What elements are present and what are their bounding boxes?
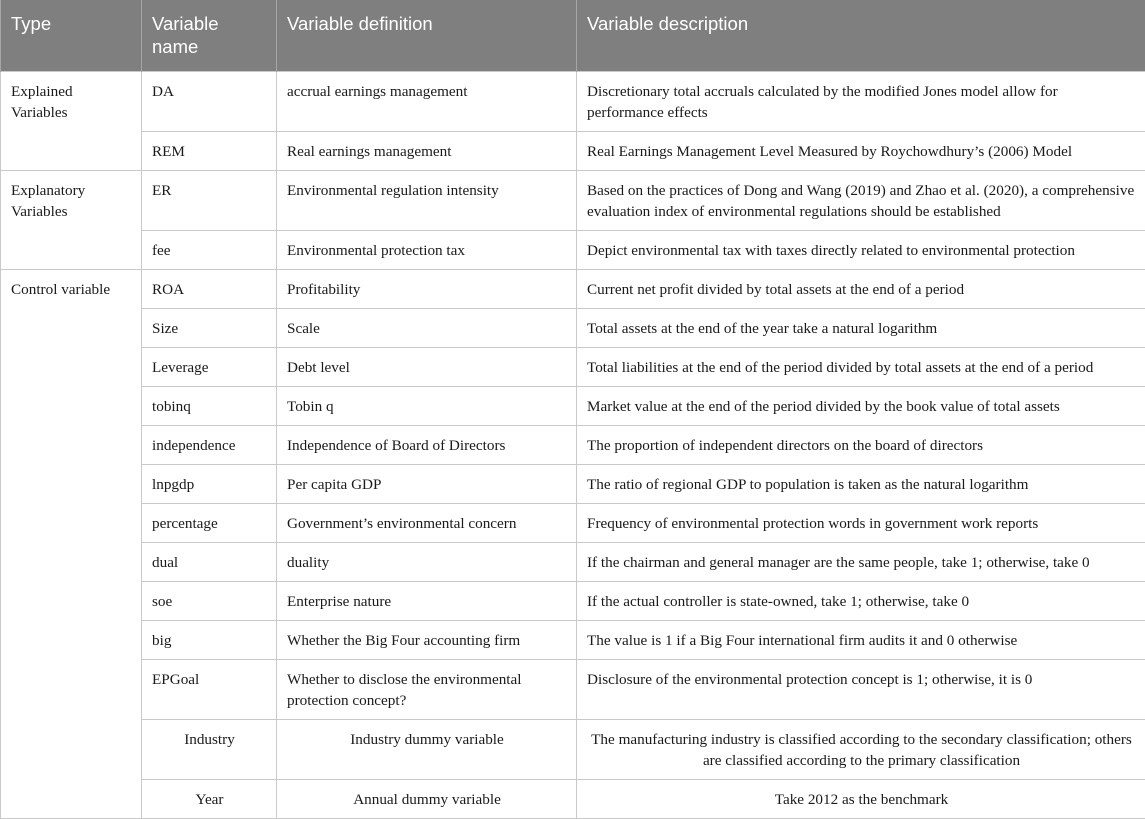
variable-name-cell: Industry [142, 719, 277, 779]
variable-description-cell: Real Earnings Management Level Measured by Roychowdhury’s (2006) Model [577, 131, 1145, 170]
variable-description-cell: Total assets at the end of the year take a natural logarithm [577, 308, 1145, 347]
variable-name-cell: DA [142, 71, 277, 131]
variable-name-cell: percentage [142, 503, 277, 542]
table-header [1, 0, 1145, 71]
table-row [1, 386, 1145, 425]
header-variable-description: Variable description [577, 0, 1145, 71]
variable-definition-cell: Environmental protection tax [277, 230, 577, 269]
variable-description-cell: Discretionary total accruals calculated by the modified Jones model allow for performance effects [577, 71, 1145, 131]
table-row [1, 503, 1145, 542]
variable-description-cell: If the actual controller is state-owned, take 1; otherwise, take 0 [577, 581, 1145, 620]
table-row [1, 425, 1145, 464]
variable-definition-cell: duality [277, 542, 577, 581]
table-row [1, 779, 1145, 818]
variable-name-cell: tobinq [142, 386, 277, 425]
variable-definition-cell: accrual earnings management [277, 71, 577, 131]
table-row [1, 719, 1145, 779]
variable-description-cell: Depict environmental tax with taxes directly related to environmental protection [577, 230, 1145, 269]
group-label-control: Control variable [1, 269, 142, 818]
variable-name-cell: ER [142, 170, 277, 230]
variable-definition-cell: Environmental regulation intensity [277, 170, 577, 230]
group-label-explanatory: Explanatory Variables [1, 170, 142, 269]
variable-definition-cell: Independence of Board of Directors [277, 425, 577, 464]
table-row [1, 620, 1145, 659]
variable-name-cell: REM [142, 131, 277, 170]
variable-definition-cell: Enterprise nature [277, 581, 577, 620]
variable-description-cell: The manufacturing industry is classified according to the secondary classification; others are classified according to the primary classification [577, 719, 1145, 779]
table-row [1, 230, 1145, 269]
variable-description-cell: The proportion of independent directors on the board of directors [577, 425, 1145, 464]
variable-definition-cell: Industry dummy variable [277, 719, 577, 779]
header-variable-definition: Variable definition [277, 0, 577, 71]
table-row [1, 659, 1145, 719]
variable-definition-cell: Whether the Big Four accounting firm [277, 620, 577, 659]
variable-name-cell: dual [142, 542, 277, 581]
table-row [1, 269, 1145, 308]
header-row [1, 0, 1145, 71]
table-row [1, 464, 1145, 503]
group-label-explained: Explained Variables [1, 71, 142, 170]
variable-description-cell: Disclosure of the environmental protection concept is 1; otherwise, it is 0 [577, 659, 1145, 719]
variable-name-cell: soe [142, 581, 277, 620]
variable-definition-cell: Annual dummy variable [277, 779, 577, 818]
variable-name-cell: independence [142, 425, 277, 464]
variable-name-cell: Leverage [142, 347, 277, 386]
variable-description-cell: Based on the practices of Dong and Wang (2019) and Zhao et al. (2020), a comprehensive evaluation index of environmental regulations should be established [577, 170, 1145, 230]
table-row [1, 71, 1145, 131]
table-row [1, 347, 1145, 386]
variable-name-cell: EPGoal [142, 659, 277, 719]
variable-name-cell: ROA [142, 269, 277, 308]
variable-description-cell: Market value at the end of the period divided by the book value of total assets [577, 386, 1145, 425]
variable-definition-cell: Government’s environmental concern [277, 503, 577, 542]
header-variable-name: Variable name [142, 0, 277, 71]
variable-name-cell: big [142, 620, 277, 659]
variable-definition-cell: Whether to disclose the environmental protection concept? [277, 659, 577, 719]
variable-description-cell: Current net profit divided by total assets at the end of a period [577, 269, 1145, 308]
variable-definition-cell: Per capita GDP [277, 464, 577, 503]
variable-name-cell: Year [142, 779, 277, 818]
table-row [1, 131, 1145, 170]
variable-definition-cell: Profitability [277, 269, 577, 308]
table-row [1, 308, 1145, 347]
variable-description-cell: If the chairman and general manager are the same people, take 1; otherwise, take 0 [577, 542, 1145, 581]
table-row [1, 581, 1145, 620]
variable-definition-cell: Scale [277, 308, 577, 347]
variable-description-cell: Total liabilities at the end of the period divided by total assets at the end of a period [577, 347, 1145, 386]
variable-name-cell: Size [142, 308, 277, 347]
variable-description-cell: The value is 1 if a Big Four international firm audits it and 0 otherwise [577, 620, 1145, 659]
table-body [1, 71, 1145, 818]
variable-definition-cell: Real earnings management [277, 131, 577, 170]
variable-description-cell: Frequency of environmental protection words in government work reports [577, 503, 1145, 542]
variable-name-cell: lnpgdp [142, 464, 277, 503]
variable-name-cell: fee [142, 230, 277, 269]
table-row [1, 170, 1145, 230]
variable-description-cell: Take 2012 as the benchmark [577, 779, 1145, 818]
header-type: Type [1, 0, 142, 71]
table-row [1, 542, 1145, 581]
variable-description-cell: The ratio of regional GDP to population is taken as the natural logarithm [577, 464, 1145, 503]
variable-definition-cell: Tobin q [277, 386, 577, 425]
variable-definition-cell: Debt level [277, 347, 577, 386]
